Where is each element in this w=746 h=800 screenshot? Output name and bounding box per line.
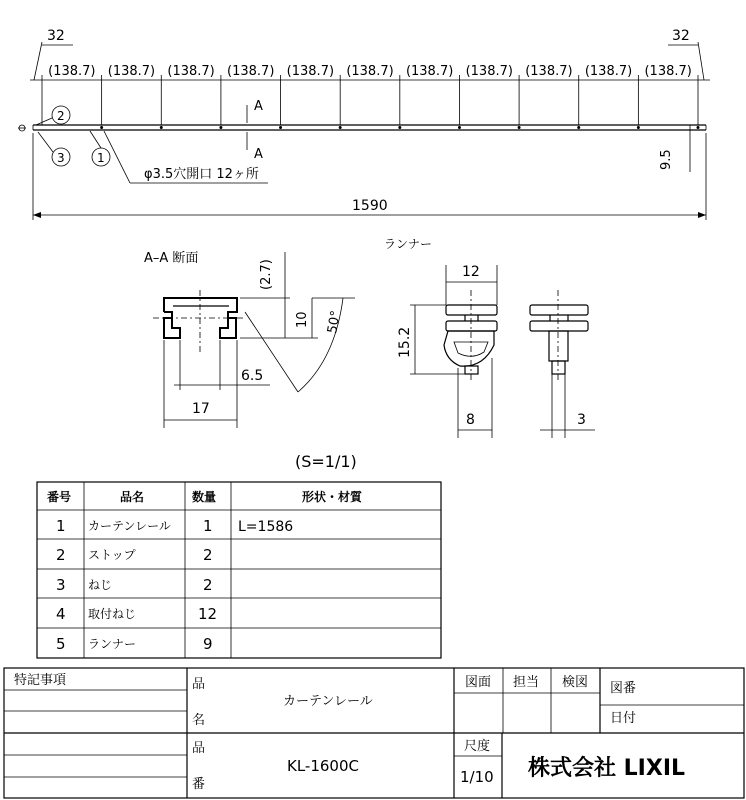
row1-qty: 1	[203, 517, 213, 535]
spacing-label: (138.7)	[405, 64, 454, 79]
hole-mark	[100, 126, 103, 129]
hole-mark	[458, 126, 461, 129]
row3-no: 3	[56, 576, 66, 594]
hole-mark	[637, 126, 640, 129]
spacing-label: (138.7)	[286, 64, 335, 79]
hole-mark	[219, 126, 222, 129]
runner-title: ランナー	[384, 237, 433, 251]
product-name: カーテンレール	[283, 694, 373, 709]
row2-qty: 2	[203, 546, 213, 564]
product-number: KL-1600C	[287, 757, 359, 775]
title-block	[4, 668, 744, 798]
hole-mark	[577, 126, 580, 129]
top-view	[18, 28, 710, 220]
header-spec: 形状・材質	[302, 490, 363, 504]
row5-qty: 9	[203, 635, 213, 653]
row1-name: カーテンレール	[88, 519, 171, 533]
runner-dim-base: 8	[466, 412, 475, 428]
in-charge-label: 担当	[513, 675, 540, 690]
row5-no: 5	[56, 635, 66, 653]
header-name: 品名	[120, 490, 145, 504]
dim-angle: 50°	[325, 309, 344, 335]
header-no: 番号	[47, 490, 72, 504]
scale-note: (S=1/1)	[295, 452, 357, 471]
balloon-2-label: 2	[57, 109, 65, 123]
dim-end-right: 32	[672, 28, 690, 44]
dim-slot: 6.5	[241, 368, 264, 384]
drawing-label: 図面	[465, 675, 492, 690]
scale-label: 尺度	[464, 739, 491, 754]
name-label-1: 品	[192, 677, 206, 692]
parts-table	[37, 482, 441, 658]
dim-overall-length: 1590	[352, 198, 388, 214]
hole-mark	[697, 126, 700, 129]
date-label: 日付	[610, 711, 637, 726]
balloon-1-label: 1	[97, 151, 105, 165]
spacing-labels	[48, 64, 692, 79]
scale-value: 1/10	[460, 768, 494, 786]
name-label-2: 名	[192, 713, 206, 728]
spacing-ticks	[42, 75, 700, 129]
runner-dim-stem: 3	[577, 412, 586, 428]
hole-mark	[339, 126, 342, 129]
spacing-label: (138.7)	[525, 64, 573, 79]
spacing-label: (138.7)	[644, 64, 692, 79]
dim-lip: (2.7)	[259, 259, 274, 290]
drawing-no-label: 図番	[610, 681, 637, 696]
spacing-label: (138.7)	[107, 64, 156, 79]
number-label-2: 番	[192, 777, 206, 792]
spacing-label: (138.7)	[584, 64, 633, 79]
hole-mark	[398, 126, 401, 129]
special-notes-label: 特記事項	[14, 673, 67, 688]
section-view	[144, 250, 355, 428]
dim-end-left: 32	[47, 28, 65, 44]
spacing-label: (138.7)	[48, 64, 96, 79]
row4-qty: 12	[198, 605, 218, 623]
row4-no: 4	[56, 605, 66, 623]
hole-mark	[518, 126, 521, 129]
row1-spec: L=1586	[238, 519, 294, 535]
header-qty: 数量	[192, 490, 217, 504]
row1-no: 1	[56, 517, 66, 535]
dim-width: 17	[192, 401, 210, 417]
runner-dim-height: 15.2	[397, 326, 413, 358]
row3-qty: 2	[203, 576, 213, 594]
section-mark-bottom: A	[254, 147, 263, 162]
section-title: A–A 断面	[144, 251, 199, 266]
section-mark-top: A	[254, 99, 263, 114]
spacing-label: (138.7)	[167, 64, 215, 79]
spacing-label: (138.7)	[227, 64, 275, 79]
row4-name: 取付ねじ	[88, 607, 137, 621]
spacing-label: (138.7)	[465, 64, 513, 79]
number-label-1: 品	[192, 741, 206, 756]
balloon-3-label: 3	[57, 151, 65, 165]
hole-mark	[160, 126, 163, 129]
row2-name: ストップ	[88, 548, 136, 562]
checked-label: 検図	[562, 675, 589, 690]
row2-no: 2	[56, 546, 66, 564]
company-name: 株式会社 LIXIL	[528, 756, 686, 781]
runner-dim-width: 12	[462, 264, 480, 280]
row3-name: ねじ	[88, 578, 113, 592]
hole-mark	[279, 126, 282, 129]
hole-note: φ3.5穴開口 12ヶ所	[144, 167, 259, 182]
dim-height-10: 10	[295, 311, 310, 328]
runner-view	[384, 237, 595, 438]
dim-height: 9.5	[659, 149, 674, 170]
spacing-label: (138.7)	[346, 64, 394, 79]
row5-name: ランナー	[88, 637, 137, 651]
